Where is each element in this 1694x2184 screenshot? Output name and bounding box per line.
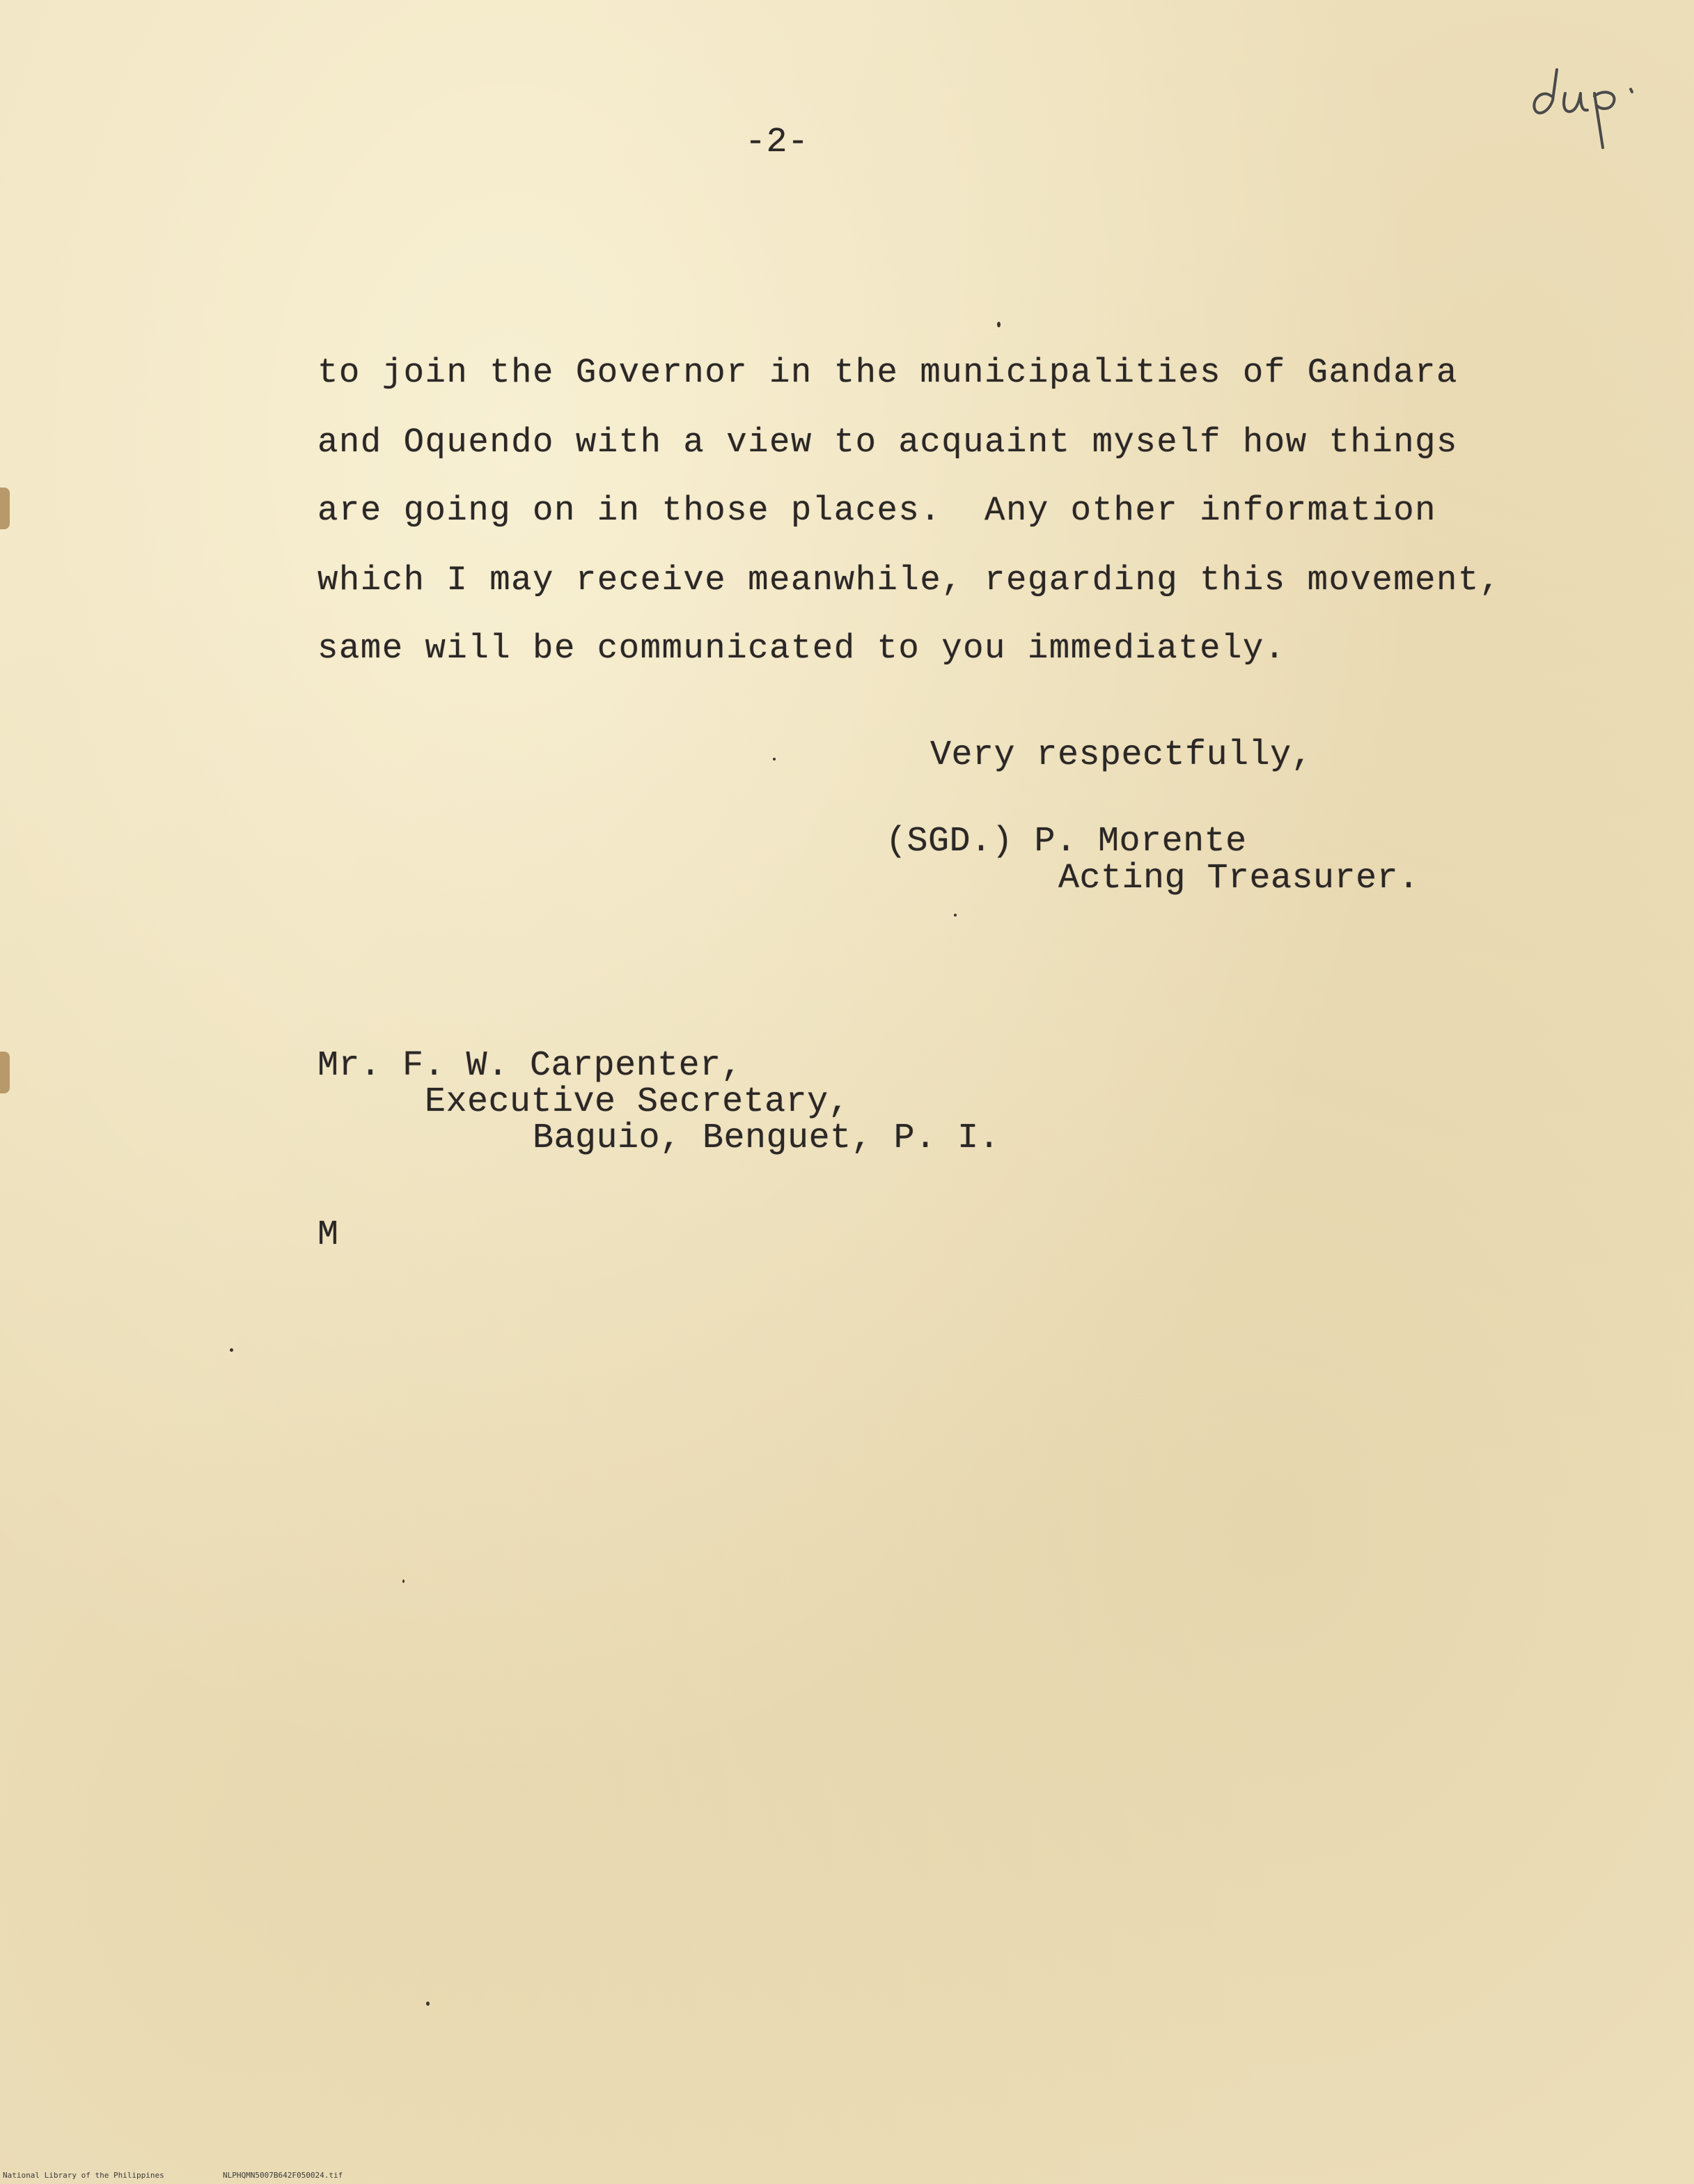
closing-salutation: Very respectfully, (930, 735, 1313, 775)
signature: (SGD.) P. Morente (886, 822, 1247, 861)
body-line: and Oquendo with a view to acquaint myself how things (317, 423, 1458, 462)
body-line: same will be communicated to you immediately. (317, 629, 1286, 668)
paper-speck (402, 1580, 405, 1583)
paper-speck (773, 758, 776, 760)
handwritten-note (1525, 56, 1643, 160)
paper-speck (230, 1348, 233, 1352)
typist-initial: M (317, 1215, 339, 1255)
binding-mark (0, 488, 10, 529)
page-number: -2- (745, 123, 809, 162)
paper-speck (997, 322, 1001, 327)
signer-title: Acting Treasurer. (1058, 859, 1420, 898)
body-line: which I may receive meanwhile, regarding this movement, (317, 561, 1501, 600)
paper-speck (954, 914, 957, 916)
archive-label: National Library of the Philippines (3, 2171, 164, 2180)
addressee-location: Baguio, Benguet, P. I. (533, 1118, 1001, 1158)
file-name: NLPHQMN5007B642F050024.tif (223, 2171, 343, 2180)
binding-mark (0, 1052, 10, 1093)
addressee-name: Mr. F. W. Carpenter, (317, 1046, 743, 1086)
addressee-title: Executive Secretary, (425, 1082, 850, 1122)
body-line: are going on in those places. Any other information (317, 491, 1437, 530)
body-line: to join the Governor in the municipalities of Gandara (317, 353, 1458, 392)
paper-speck (426, 2002, 430, 2006)
